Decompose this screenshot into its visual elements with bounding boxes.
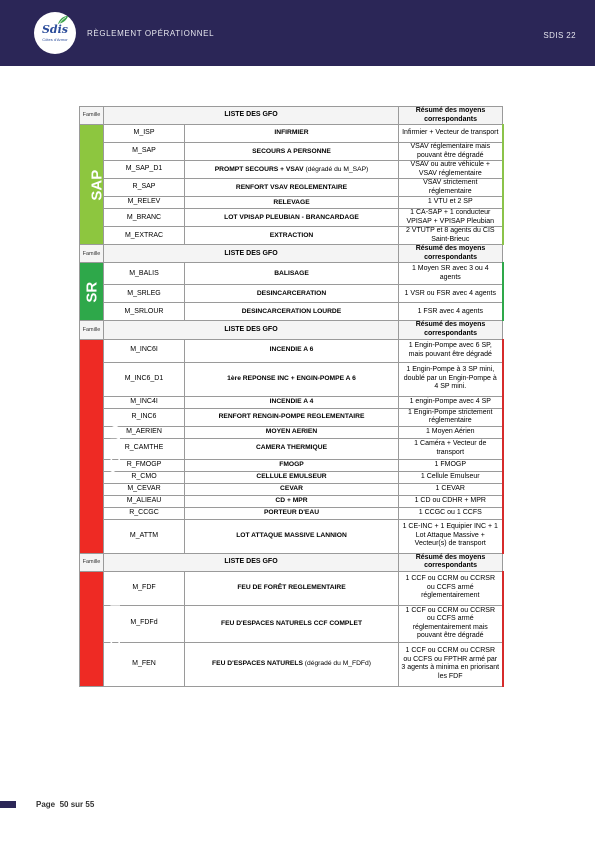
gfo-code: M_ALIEAU: [104, 495, 185, 507]
gfo-name-cell: [185, 483, 399, 495]
page-total: 55: [85, 800, 95, 809]
family-label: INCENDIE: [106, 594, 123, 662]
gfo-resume: 1 CEVAR: [399, 483, 503, 495]
gfo-name: PORTEUR D'EAU: [263, 508, 320, 516]
table-row: [80, 605, 503, 642]
table-row: [80, 408, 503, 426]
table-row: [80, 263, 503, 285]
table-row: [80, 483, 503, 495]
gfo-resume: 1 CE-INC + 1 Equipier INC + 1 Lot Attaque Massive + Vecteur(s) de transport: [399, 519, 503, 553]
gfo-code: R_SAP: [104, 179, 185, 197]
table-row: [80, 396, 503, 408]
footer-bar: [0, 801, 16, 808]
gfo-name: INCENDIE A 4: [269, 397, 314, 405]
document-title: RÈGLEMENT OPÉRATIONNEL: [87, 29, 215, 38]
table-row: [80, 571, 503, 605]
liste-gfo-header: LISTE DES GFO: [104, 321, 399, 339]
family-label: SAP: [88, 169, 106, 201]
table-row: [80, 161, 503, 179]
gfo-name-cell: [185, 263, 399, 285]
gfo-resume: 1 Engin-Pompe avec 6 SP, mais pouvant être dégradé: [399, 339, 503, 362]
gfo-name: DESINCARCERATION LOURDE: [241, 307, 342, 315]
gfo-name: RENFORT VSAV REGLEMENTAIRE: [235, 183, 348, 191]
liste-gfo-header: LISTE DES GFO: [104, 107, 399, 125]
gfo-resume: 1 Engin-Pompe à 3 SP mini, doublé par un Engin-Pompe à 4 SP mini.: [399, 362, 503, 396]
family-label-cell: [80, 339, 123, 553]
gfo-name-cell: [185, 426, 399, 438]
page-header: [0, 0, 595, 66]
table-header-row: [80, 107, 503, 125]
gfo-resume: VSAV strictement réglementaire: [399, 179, 503, 197]
liste-gfo-header: LISTE DES GFO: [104, 553, 399, 571]
gfo-name: LOT VPISAP PLEUBIAN - BRANCARDAGE: [224, 213, 359, 221]
table-header-row: [80, 321, 503, 339]
resume-header: Résumé des moyens correspondants: [399, 107, 503, 125]
gfo-name-cell: [185, 605, 399, 642]
gfo-resume: 1 CA-SAP + 1 conducteur VPISAP + VPISAP Pleubian: [399, 209, 503, 227]
gfo-resume: VSAV réglementaire mais pouvant être dégradé: [399, 143, 503, 161]
gfo-name-cell: [185, 179, 399, 197]
gfo-name: FEU DE FORÊT REGLEMENTAIRE: [237, 584, 346, 592]
gfo-code: M_SRLEG: [104, 285, 185, 303]
gfo-code: R_FMOGP: [104, 459, 185, 471]
gfo-name: CAMERA THERMIQUE: [255, 444, 328, 452]
gfo-resume: 1 CCF ou CCRM ou CCRSR ou CCFS armé réglementairement: [399, 571, 503, 605]
gfo-name-cell: [185, 519, 399, 553]
table-row: [80, 362, 503, 396]
table-row: [80, 227, 503, 245]
gfo-resume: 1 CCF ou CCRM ou CCRSR ou CCFS armé réglementairement mais pouvant être dégradé: [399, 605, 503, 642]
table-row: [80, 471, 503, 483]
gfo-name: FEU D'ESPACES NATURELS: [212, 660, 303, 668]
gfo-resume: 1 VTU et 2 SP: [399, 197, 503, 209]
gfo-name-cell: [185, 408, 399, 426]
gfo-name-cell: [185, 459, 399, 471]
resume-header: Résumé des moyens correspondants: [399, 321, 503, 339]
gfo-resume: 1 VSR ou FSR avec 4 agents: [399, 285, 503, 303]
famille-header: Famille: [80, 553, 104, 571]
table-row: [80, 143, 503, 161]
gfo-resume: 1 FMOGP: [399, 459, 503, 471]
gfo-name: FEU D'ESPACES NATURELS CCF COMPLET: [220, 619, 363, 627]
gfo-resume: 1 Moyen Aérien: [399, 426, 503, 438]
gfo-name-cell: [185, 438, 399, 459]
gfo-code: M_AERIEN: [104, 426, 185, 438]
gfo-name: CELLULE EMULSEUR: [256, 472, 327, 480]
gfo-code: R_CMO: [104, 471, 185, 483]
gfo-resume: 1 engin-Pompe avec 4 SP: [399, 396, 503, 408]
resume-header: Résumé des moyens correspondants: [399, 245, 503, 263]
logo-text: Sdis: [41, 23, 68, 36]
page-number: [36, 800, 94, 809]
table-row: [80, 125, 503, 143]
gfo-resume: 1 FSR avec 4 agents: [399, 303, 503, 321]
gfo-resume: 1 Engin-Pompe strictement réglementaire: [399, 408, 503, 426]
gfo-resume: 1 CCF ou CCRM ou CCRSR ou CCFS ou FPTHR armé par 3 agents à minima en priorisant les FDF: [399, 642, 503, 686]
gfo-code: R_INC6: [104, 408, 185, 426]
gfo-code: M_ATTM: [104, 519, 185, 553]
gfo-code: M_CEVAR: [104, 483, 185, 495]
gfo-name-cell: [185, 495, 399, 507]
family-label-cell: [80, 125, 104, 245]
gfo-name: FMOGP: [279, 460, 304, 468]
family-label-cell: [80, 571, 123, 686]
family-label-cell: [80, 263, 104, 321]
gfo-code: M_SAP: [104, 143, 185, 161]
gfo-resume: Infirmier + Vecteur de transport: [399, 125, 503, 143]
resume-header: Résumé des moyens correspondants: [399, 553, 503, 571]
table-row: [80, 179, 503, 197]
table-row: [80, 642, 503, 686]
gfo-code: R_CAMTHE: [104, 438, 185, 459]
gfo-name: INFIRMIER: [274, 129, 309, 137]
gfo-name: INCENDIE A 6: [269, 346, 314, 354]
table-row: [80, 495, 503, 507]
gfo-name: DESINCARCERATION: [256, 289, 327, 297]
family-label: SR: [83, 281, 101, 303]
gfo-code: M_INC6I: [104, 339, 185, 362]
sdis-logo: [34, 12, 76, 54]
page-current: 50: [59, 800, 69, 809]
table-row: [80, 459, 503, 471]
logo-subtext: Côtes d'Armor: [42, 37, 68, 42]
gfo-name-cell: [185, 571, 399, 605]
gfo-resume: VSAV ou autre véhicule + VSAV réglementaire: [399, 161, 503, 179]
gfo-name-cell: [185, 143, 399, 161]
table-row: [80, 209, 503, 227]
gfo-code: M_SRLOUR: [104, 303, 185, 321]
gfo-code: M_EXTRAC: [104, 227, 185, 245]
gfo-name-cell: [185, 227, 399, 245]
gfo-name: CD + MPR: [275, 496, 308, 504]
gfo-name-cell: [185, 285, 399, 303]
table-row: [80, 438, 503, 459]
gfo-resume: 1 CCGC ou 1 CCFS: [399, 507, 503, 519]
page-of-label: sur: [70, 800, 84, 809]
gfo-name-note: (dégradé du M_FDFd): [304, 660, 371, 668]
famille-header: Famille: [80, 245, 104, 263]
gfo-code: M_ISP: [104, 125, 185, 143]
gfo-resume: 1 CD ou CDHR + MPR: [399, 495, 503, 507]
family-label: INCENDIE: [106, 412, 123, 480]
gfo-name: BALISAGE: [274, 269, 309, 277]
table-row: [80, 507, 503, 519]
gfo-code: M_SAP_D1: [104, 161, 185, 179]
gfo-name-cell: [185, 396, 399, 408]
gfo-name-cell: [185, 197, 399, 209]
table-header-row: [80, 245, 503, 263]
gfo-table: [79, 106, 504, 687]
gfo-name-cell: [185, 471, 399, 483]
gfo-name-cell: [185, 507, 399, 519]
gfo-resume: 1 Cellule Emulseur: [399, 471, 503, 483]
table-row: [80, 197, 503, 209]
gfo-code: M_BALIS: [104, 263, 185, 285]
gfo-code: R_CCGC: [104, 507, 185, 519]
gfo-resume: 1 Moyen SR avec 3 ou 4 agents: [399, 263, 503, 285]
table-header-row: [80, 553, 503, 571]
gfo-name-cell: [185, 209, 399, 227]
gfo-name-cell: [185, 362, 399, 396]
gfo-code: M_INC6_D1: [104, 362, 185, 396]
gfo-name-cell: [185, 161, 399, 179]
gfo-resume: 1 Caméra + Vecteur de transport: [399, 438, 503, 459]
gfo-name-cell: [185, 125, 399, 143]
gfo-name-cell: [185, 339, 399, 362]
organization-label: SDIS 22: [543, 31, 576, 40]
gfo-name-note: (dégradé du M_SAP): [305, 165, 369, 173]
page-label: Page: [36, 800, 56, 809]
table-row: [80, 426, 503, 438]
gfo-name-cell: [185, 303, 399, 321]
gfo-code: M_FDF: [104, 571, 185, 605]
gfo-code: M_BRANC: [104, 209, 185, 227]
gfo-name: CEVAR: [280, 484, 303, 492]
gfo-name: 1ère REPONSE INC + ENGIN-POMPE A 6: [227, 374, 356, 382]
gfo-name: PROMPT SECOURS + VSAV: [214, 165, 304, 173]
gfo-name: RELEVAGE: [273, 198, 310, 206]
gfo-code: M_INC4I: [104, 396, 185, 408]
gfo-resume: 2 VTUTP et 8 agents du CIS Saint-Brieuc: [399, 227, 503, 245]
gfo-name-cell: [185, 642, 399, 686]
table-row: [80, 303, 503, 321]
table-row: [80, 519, 503, 553]
famille-header: Famille: [80, 107, 104, 125]
gfo-code: M_RELEV: [104, 197, 185, 209]
famille-header: Famille: [80, 321, 104, 339]
gfo-name: EXTRACTION: [269, 231, 314, 239]
gfo-name: RENFORT RENGIN-POMPE REGLEMENTAIRE: [218, 412, 365, 420]
gfo-code: M_FDFd: [104, 605, 185, 642]
gfo-code: M_FEN: [104, 642, 185, 686]
gfo-name: SECOURS A PERSONNE: [252, 147, 331, 155]
liste-gfo-header: LISTE DES GFO: [104, 245, 399, 263]
gfo-name: MOYEN AERIEN: [265, 427, 318, 435]
table-row: [80, 285, 503, 303]
table-row: [80, 339, 503, 362]
gfo-name: LOT ATTAQUE MASSIVE LANNION: [236, 531, 347, 539]
